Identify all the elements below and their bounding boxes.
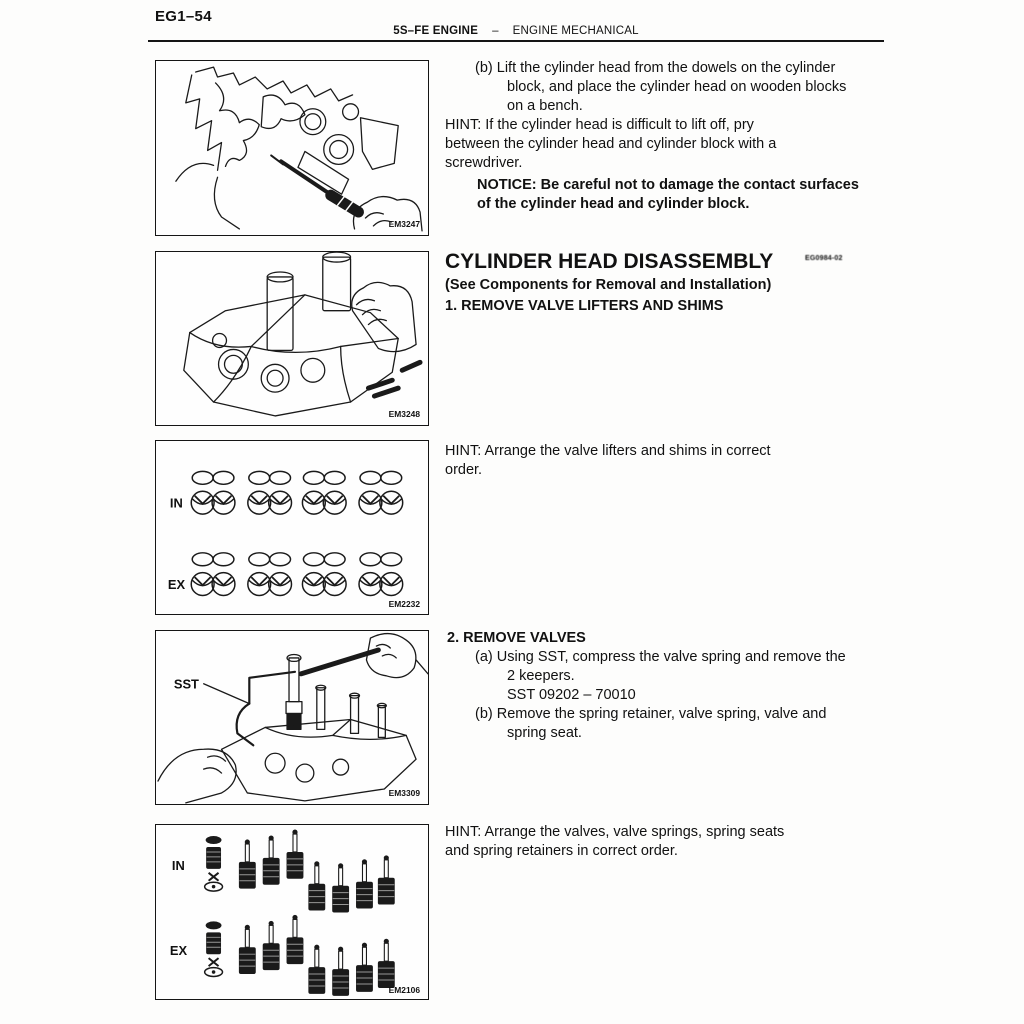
intro-text-block bbox=[445, 59, 907, 214]
page-number: EG1–54 bbox=[155, 8, 212, 25]
figure-pry-cylinder-head bbox=[155, 60, 429, 236]
figure-code: EM3247 bbox=[388, 218, 421, 229]
text-line: block, and place the cylinder head on wooden blocks bbox=[507, 79, 847, 95]
hint-line: HINT: Arrange the valve lifters and shims in correct bbox=[445, 443, 771, 459]
section-subtitle: (See Components for Removal and Installation) bbox=[445, 277, 772, 293]
hint-line: order. bbox=[445, 462, 483, 478]
hint-line: between the cylinder head and cylinder block with a bbox=[445, 136, 777, 152]
header-engine-name: 5S–FE ENGINE bbox=[393, 25, 479, 37]
intake-row-label: IN bbox=[169, 495, 183, 511]
intake-row-label: IN bbox=[171, 857, 185, 873]
notice-line: NOTICE: Be careful not to damage the contact surfaces bbox=[477, 177, 859, 193]
exhaust-valve-row bbox=[205, 915, 395, 996]
figure-code: EM2232 bbox=[388, 598, 421, 609]
valves-hint-block bbox=[445, 823, 907, 861]
header-separator: – bbox=[492, 25, 499, 37]
text-line: spring seat. bbox=[507, 725, 582, 741]
lifter-removal-illustration-icon bbox=[156, 252, 428, 425]
running-header bbox=[148, 25, 884, 37]
sst-label: SST bbox=[173, 676, 199, 692]
text-line: 2 keepers. bbox=[507, 668, 575, 684]
text-line: (a) Using SST, compress the valve spring and remove the bbox=[475, 649, 846, 665]
intake-valve-row bbox=[205, 830, 395, 913]
figure-code: EM2106 bbox=[388, 984, 421, 995]
step2-block bbox=[445, 629, 907, 743]
step2-title: 2. REMOVE VALVES bbox=[447, 630, 586, 646]
step1-title: 1. REMOVE VALVE LIFTERS AND SHIMS bbox=[445, 298, 724, 314]
lifter-arrangement-illustration-icon bbox=[156, 441, 428, 614]
hint-line: screwdriver. bbox=[445, 155, 523, 171]
valve-arrangement-illustration-icon bbox=[156, 825, 428, 999]
figure-code: EM3248 bbox=[388, 408, 421, 419]
pry-illustration-icon bbox=[156, 61, 428, 235]
intake-lifter-row bbox=[191, 471, 402, 514]
header-section-name: ENGINE MECHANICAL bbox=[512, 25, 639, 37]
sst-part-number: SST 09202 – 70010 bbox=[507, 687, 636, 703]
figure-code: EM3309 bbox=[388, 787, 421, 798]
hint-line: HINT: If the cylinder head is difficult to lift off, pry bbox=[445, 117, 754, 133]
figure-lifter-arrangement bbox=[155, 440, 429, 615]
hint-line: and spring retainers in correct order. bbox=[445, 843, 678, 859]
exhaust-lifter-row bbox=[191, 553, 402, 596]
section-code: EG0984-02 bbox=[805, 255, 843, 262]
figure-sst-compress bbox=[155, 630, 429, 805]
exhaust-row-label: EX bbox=[169, 943, 188, 959]
header-rule bbox=[148, 40, 884, 42]
sst-illustration-icon bbox=[156, 631, 428, 804]
lifters-hint-block bbox=[445, 442, 907, 480]
notice-line: of the cylinder head and cylinder block. bbox=[477, 196, 750, 212]
exhaust-row-label: EX bbox=[167, 577, 186, 593]
figure-valve-arrangement bbox=[155, 824, 429, 1000]
text-line: on a bench. bbox=[507, 98, 583, 114]
section-heading-block bbox=[445, 249, 907, 317]
text-line: (b) Lift the cylinder head from the dowels on the cylinder bbox=[475, 60, 836, 76]
section-title: CYLINDER HEAD DISASSEMBLY bbox=[445, 250, 774, 273]
text-line: (b) Remove the spring retainer, valve spring, valve and bbox=[475, 706, 827, 722]
figure-remove-lifters bbox=[155, 251, 429, 426]
hint-line: HINT: Arrange the valves, valve springs, spring seats bbox=[445, 824, 785, 840]
